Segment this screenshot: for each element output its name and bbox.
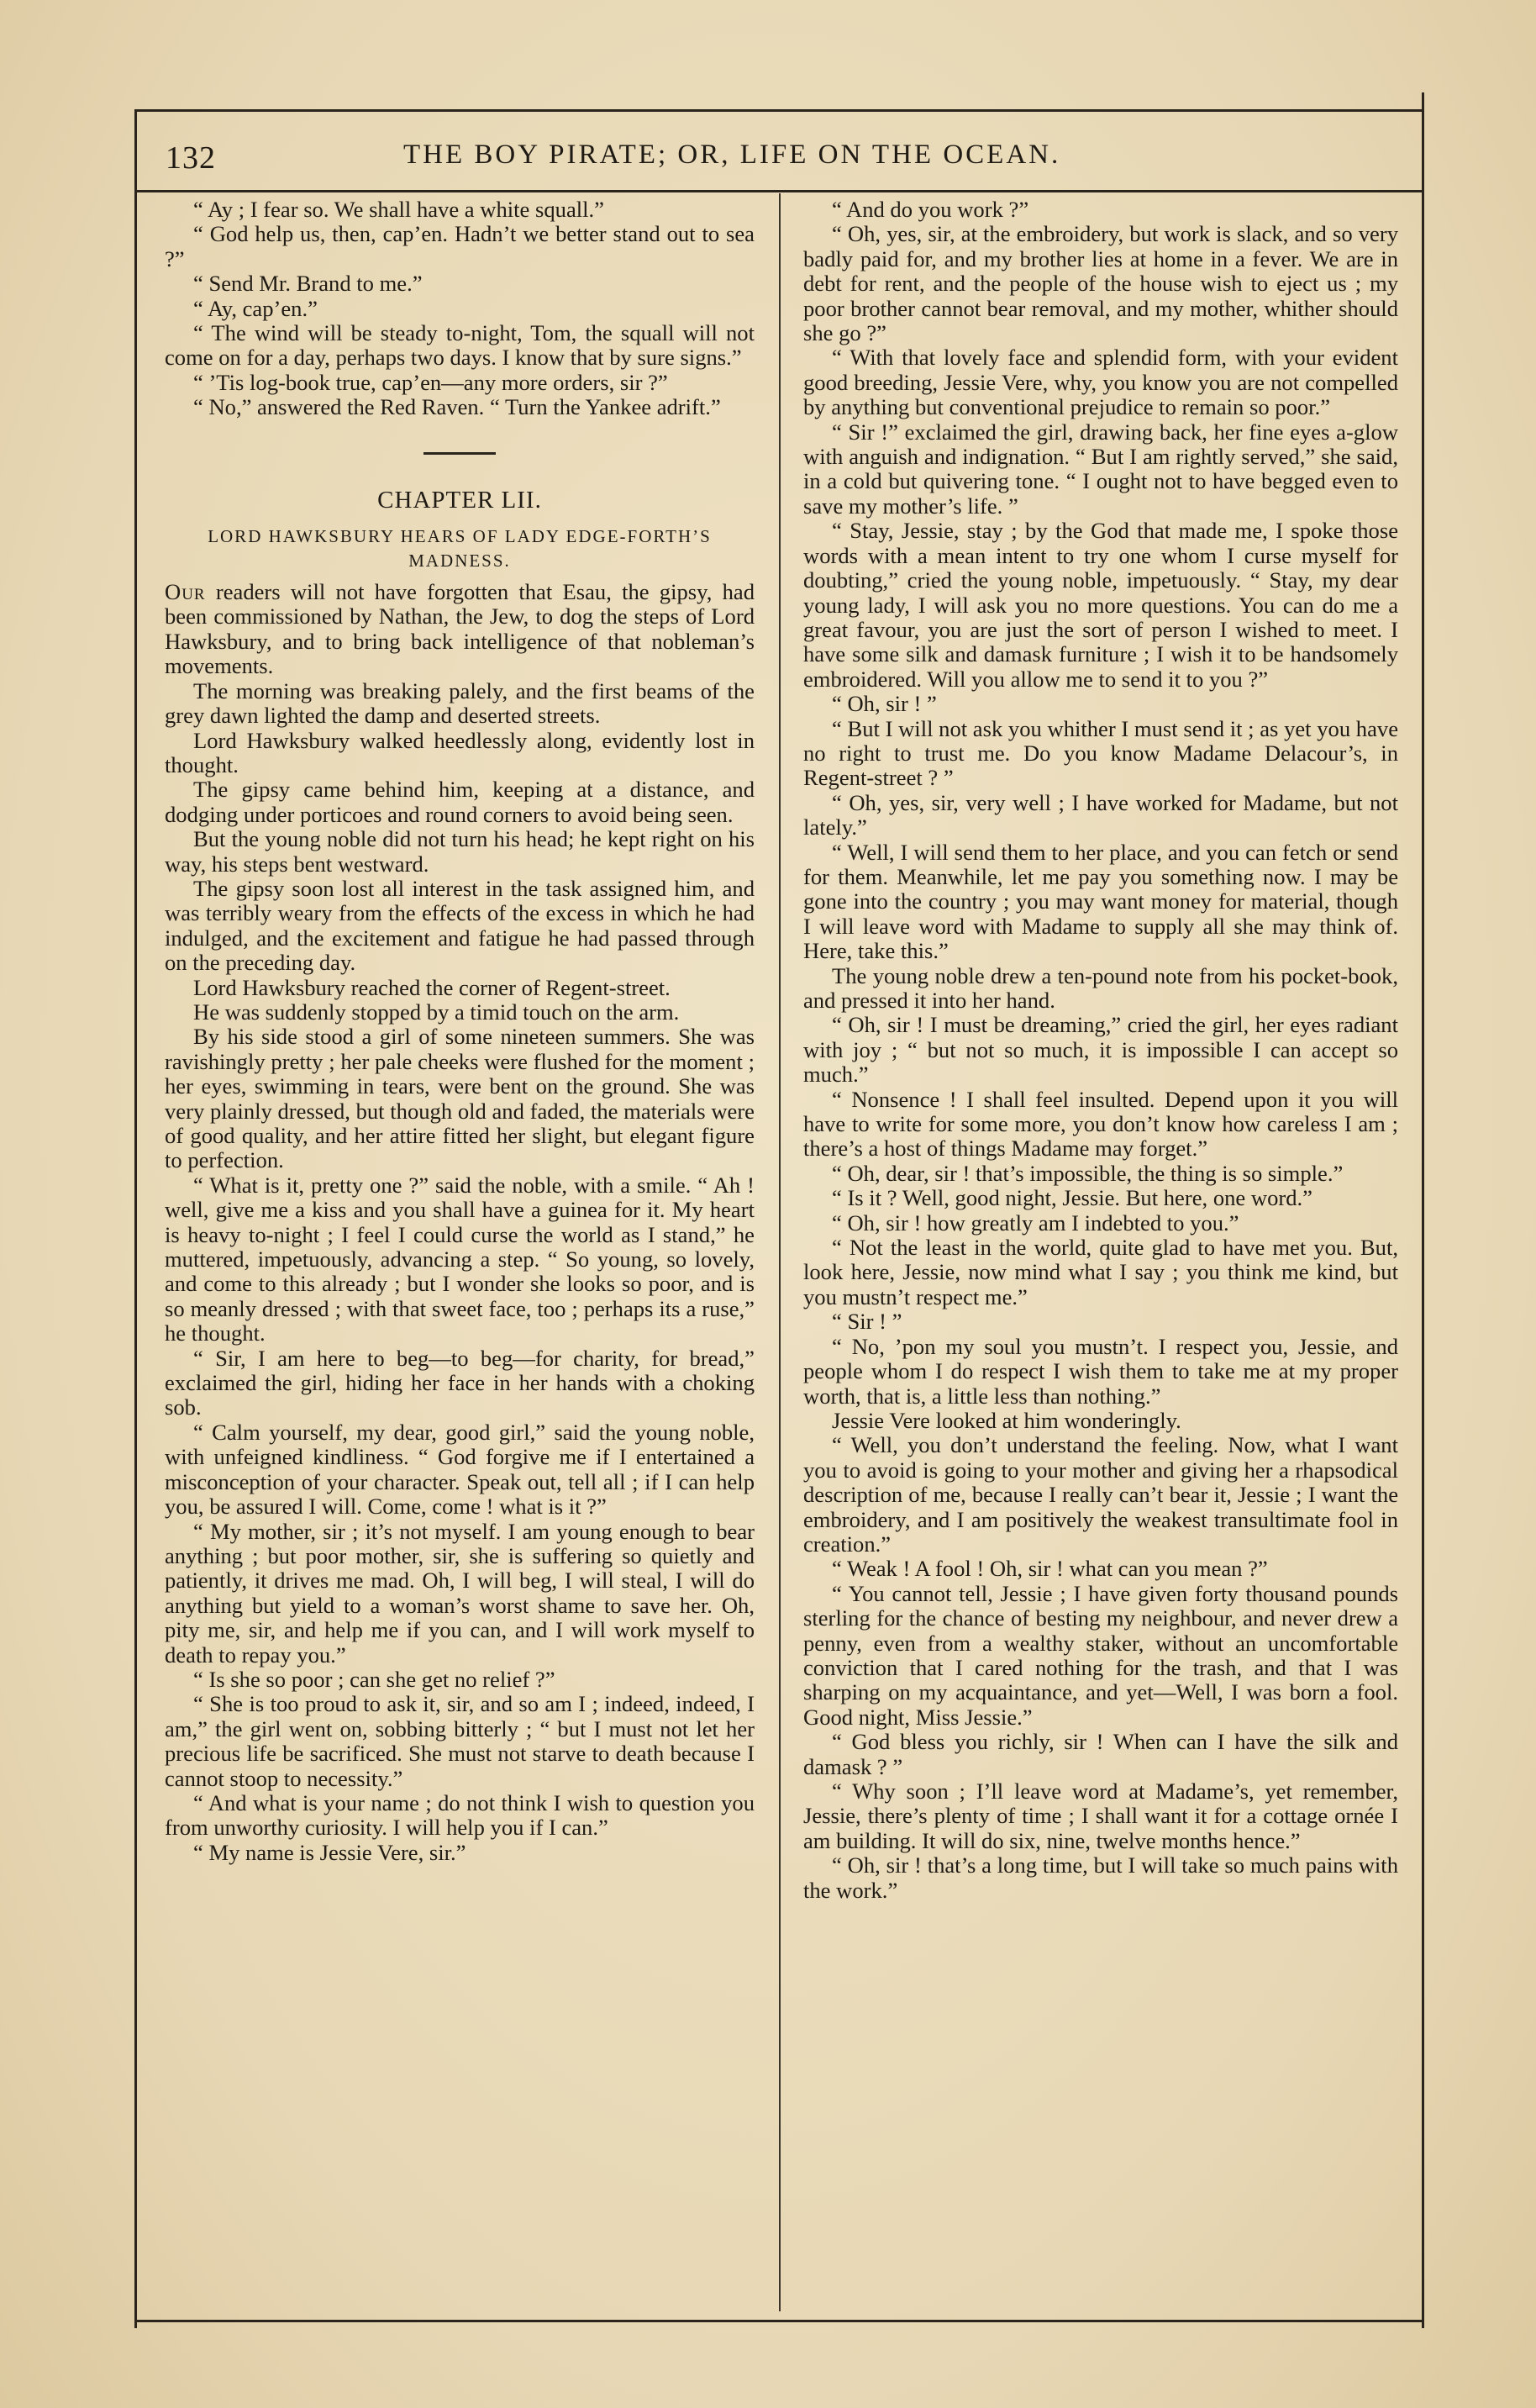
paragraph: He was suddenly stopped by a timid touch on the arm. [193,999,680,1025]
running-title: THE BOY PIRATE; OR, LIFE ON THE OCEAN. [403,140,1061,170]
chapter-subtitle: LORD HAWKSBURY HEARS OF LADY EDGE-FORTH’S MADNESS. [208,526,712,572]
paragraph: “ ’Tis log-book true, cap’en—any more orders, sir ?” [193,369,668,395]
paragraph: “ Oh, sir ! I must be dreaming,” cried the girl, her eyes radiant with joy ; “ but not so much, it is impossible I can accept so much.” [803,1012,1398,1088]
paragraph: “ Sir ! ” [832,1309,902,1335]
paragraph: “ What is it, pretty one ?” said the noble, with a smile. “ Ah ! well, give me a kiss and you shall have a guinea for it. My heart is heavy to-night ; I feel I could curse the world as I stand,” he muttered, impetuously, advancing a step. “ So young, so lovely, and come to this already ; but I wonder she looks so poor, and is so meanly dressed ; with that sweet face, too ; perhaps its a ruse,” he thought. [165,1172,755,1346]
paragraph: “ Oh, dear, sir ! that’s impossible, the thing is so simple.” [832,1160,1344,1186]
paragraph: “ God help us, then, cap’en. Hadn’t we better stand out to sea ?” [165,221,755,271]
left-column [165,198,755,1865]
paragraph: “ Send Mr. Brand to me.” [193,271,423,297]
column-divider [779,193,781,2311]
paragraph: “ With that lovely face and splendid form, with your evident good breeding, Jessie Vere, why, you know you are not compelled by anything but conventional prejudice to remain so poor.” [803,345,1398,420]
paragraph: Jessie Vere looked at him wonderingly. [832,1407,1181,1433]
paragraph: “ Oh, sir ! how greatly am I indebted to you.” [832,1209,1239,1236]
paragraph: “ But I will not ask you whither I must send it ; as yet you have no right to trust me. Do you know Madame Delacour’s, in Regent-street ? ” [803,715,1398,791]
paragraph: “ Weak ! A fool ! Oh, sir ! what can you mean ?” [832,1556,1268,1582]
paragraph: “ Well, you don’t understand the feeling. Now, what I want you to avoid is going to your mother and giving her a rhapsodical description of me, because I really can’t bear it, Jessie ; I want the embroidery, and I am positively the weakest transultimate fool in creation.” [803,1432,1398,1557]
paragraph: “ And what is your name ; do not think I wish to question you from unworthy curiosity. I will help you if I can.” [165,1789,755,1841]
left-border-rule [134,109,137,2328]
paragraph: The morning was breaking palely, and the first beams of the grey dawn lighted the damp and deserted streets. [165,677,755,729]
opening-paragraph-text: readers will not have forgotten that Esau, the gipsy, had been commissioned by Nathan, the Jew, to dog the steps of Lord Hawksbury, and to bring back intelligence of that nobleman’s movements. [165,579,755,679]
paragraph: “ You cannot tell, Jessie ; I have given forty thousand pounds sterling for the chance of besting my neighbour, and never drew a penny, even from a wealthy staker, without an uncomfortable conviction that I cared nothing for the trash, and that I was sharping on my acquaintance, and yet—Well, I was born a fool. Good night, Miss Jessie.” [803,1580,1398,1730]
right-column [803,198,1398,1903]
paragraph: “ No, ’pon my soul you mustn’t. I respect you, Jessie, and people whom I do respect I wish them to take me at my proper worth, that is, a little less than nothing.” [803,1333,1398,1409]
top-border-rule [134,109,1423,112]
paragraph: “ Ay ; I fear so. We shall have a white squall.” [193,197,604,222]
paragraph: “ And do you work ?” [832,197,1029,222]
paragraph: “ Oh, yes, sir, at the embroidery, but work is slack, and so very badly paid for, and my brother lies at home in a fever. We are in debt for rent, and the people of the house wish to eject us ; my poor brother cannot bear removal, and my mother, whither should she go ?” [803,221,1398,346]
drop-word: Our [165,579,206,605]
paragraph: “ Why soon ; I’ll leave word at Madame’s, yet remember, Jessie, there’s plenty of time ; I shall want it for a cottage ornée I am building. It will do six, nine, twelve months hence.” [803,1778,1398,1853]
paragraph: “ Stay, Jessie, stay ; by the God that made me, I spoke those words with a mean intent to try one whom I curse myself for doubting,” cried the young noble, impetuously. “ Stay, my dear young lady, I will ask you no more questions. You can do me a great favour, you are just the sort of person I wished to meet. I have some silk and damask furniture ; I wish it to be handsomely embroidered. Will you allow me to send it to you ?” [803,518,1398,692]
paragraph: “ Ay, cap’en.” [193,295,318,321]
paragraph: But the young noble did not turn his head; he kept right on his way, his steps bent westward. [165,826,755,877]
right-border-rule [1422,92,1424,2328]
section-divider [423,452,496,455]
paragraph: “ God bless you richly, sir ! When can I have the silk and damask ? ” [803,1729,1398,1779]
paragraph: “ My name is Jessie Vere, sir.” [193,1839,466,1865]
paragraph: Lord Hawksbury walked heedlessly along, evidently lost in thought. [165,727,755,777]
paragraph: “ Oh, sir ! that’s a long time, but I will take so much pains with the work.” [803,1852,1398,1903]
paragraph: “ Is it ? Well, good night, Jessie. But here, one word.” [832,1185,1312,1211]
paragraph: The gipsy soon lost all interest in the task assigned him, and was terribly weary from the effects of the excess in which he had indulged, and the excitement and fatigue he had passed through on the preceding day. [165,875,755,976]
paragraph: “ Oh, sir ! ” [832,691,937,717]
paragraph: “ My mother, sir ; it’s not myself. I am young enough to bear anything ; but poor mother, sir, she is suffering so quietly and patiently, it drives me mad. Oh, I will beg, I will steal, I will do anything but yield to a woman’s worst shame to save her. Oh, pity me, sir, and help me if you can, and I will work myself to death to repay you.” [165,1518,755,1668]
paragraph: “ The wind will be steady to-night, Tom, the squall will not come on for a day, perhaps two days. I know that by sure signs.” [165,320,755,371]
paragraph: “ Oh, yes, sir, very well ; I have worked for Madame, but not lately.” [803,789,1398,840]
paragraph: The gipsy came behind him, keeping at a distance, and dodging under porticoes and round corners to avoid being seen. [165,777,755,827]
paragraph: “ Nonsence ! I shall feel insulted. Depend upon it you will have to write for some more, you don’t know how careless I am ; there’s a host of things Madame may forget.” [803,1086,1398,1162]
paragraph: Lord Hawksbury reached the corner of Regent-street. [193,974,671,1000]
paragraph: “ Sir !” exclaimed the girl, drawing back, her fine eyes a-glow with anguish and indignation. “ But I am rightly served,” she said, in a cold but quivering tone. “ I ought not to have begged even to save my mother’s life. ” [803,419,1398,519]
paragraph: The young noble drew a ten-pound note from his pocket-book, and pressed it into her hand. [803,962,1398,1013]
paragraph: By his side stood a girl of some nineteen summers. She was ravishingly pretty ; her pale cheeks were flushed for the moment ; her eyes, swimming in tears, were bent on the ground. She was very plainly dressed, but though old and faded, the materials were of good quality, and her attire fitted her slight, but elegant figure to perfection. [165,1024,755,1173]
page-number: 132 [166,140,216,176]
opening-paragraph [165,580,755,679]
chapter-heading: CHAPTER LII. [377,486,542,514]
paragraph: “ Sir, I am here to beg—to beg—for charity, for bread,” exclaimed the girl, hiding her face in her hands with a choking sob. [165,1345,755,1420]
paragraph: “ Not the least in the world, quite glad to have met you. But, look here, Jessie, now mind what I say ; you think me kind, but you mustn’t respect me.” [803,1235,1398,1309]
paragraph: “ No,” answered the Red Raven. “ Turn the Yankee adrift.” [193,394,721,420]
paragraph: “ Well, I will send them to her place, and you can fetch or send for them. Meanwhile, let me pay you something now. I may be gone into the country ; you may want money for material, though I will leave word with Madame to supply all she may think of. Here, take this.” [803,839,1398,964]
paragraph: “ Is she so poor ; can she get no relief ?” [193,1666,555,1692]
paragraph: “ She is too proud to ask it, sir, and so am I ; indeed, indeed, I am,” the girl went on, sobbing bitterly ; “ but I must not let her precious life be sacrificed. She must not starve to death because I cannot stoop to necessity.” [165,1691,755,1791]
paragraph: “ Calm yourself, my dear, good girl,” said the young noble, with unfeigned kindliness. “ God forgive me if I entertained a misconception of your character. Speak out, tell all ; if I can help you, be assured I will. Come, come ! what is it ?” [165,1419,755,1520]
bottom-border-rule [134,2320,1423,2322]
header-rule [134,190,1423,192]
